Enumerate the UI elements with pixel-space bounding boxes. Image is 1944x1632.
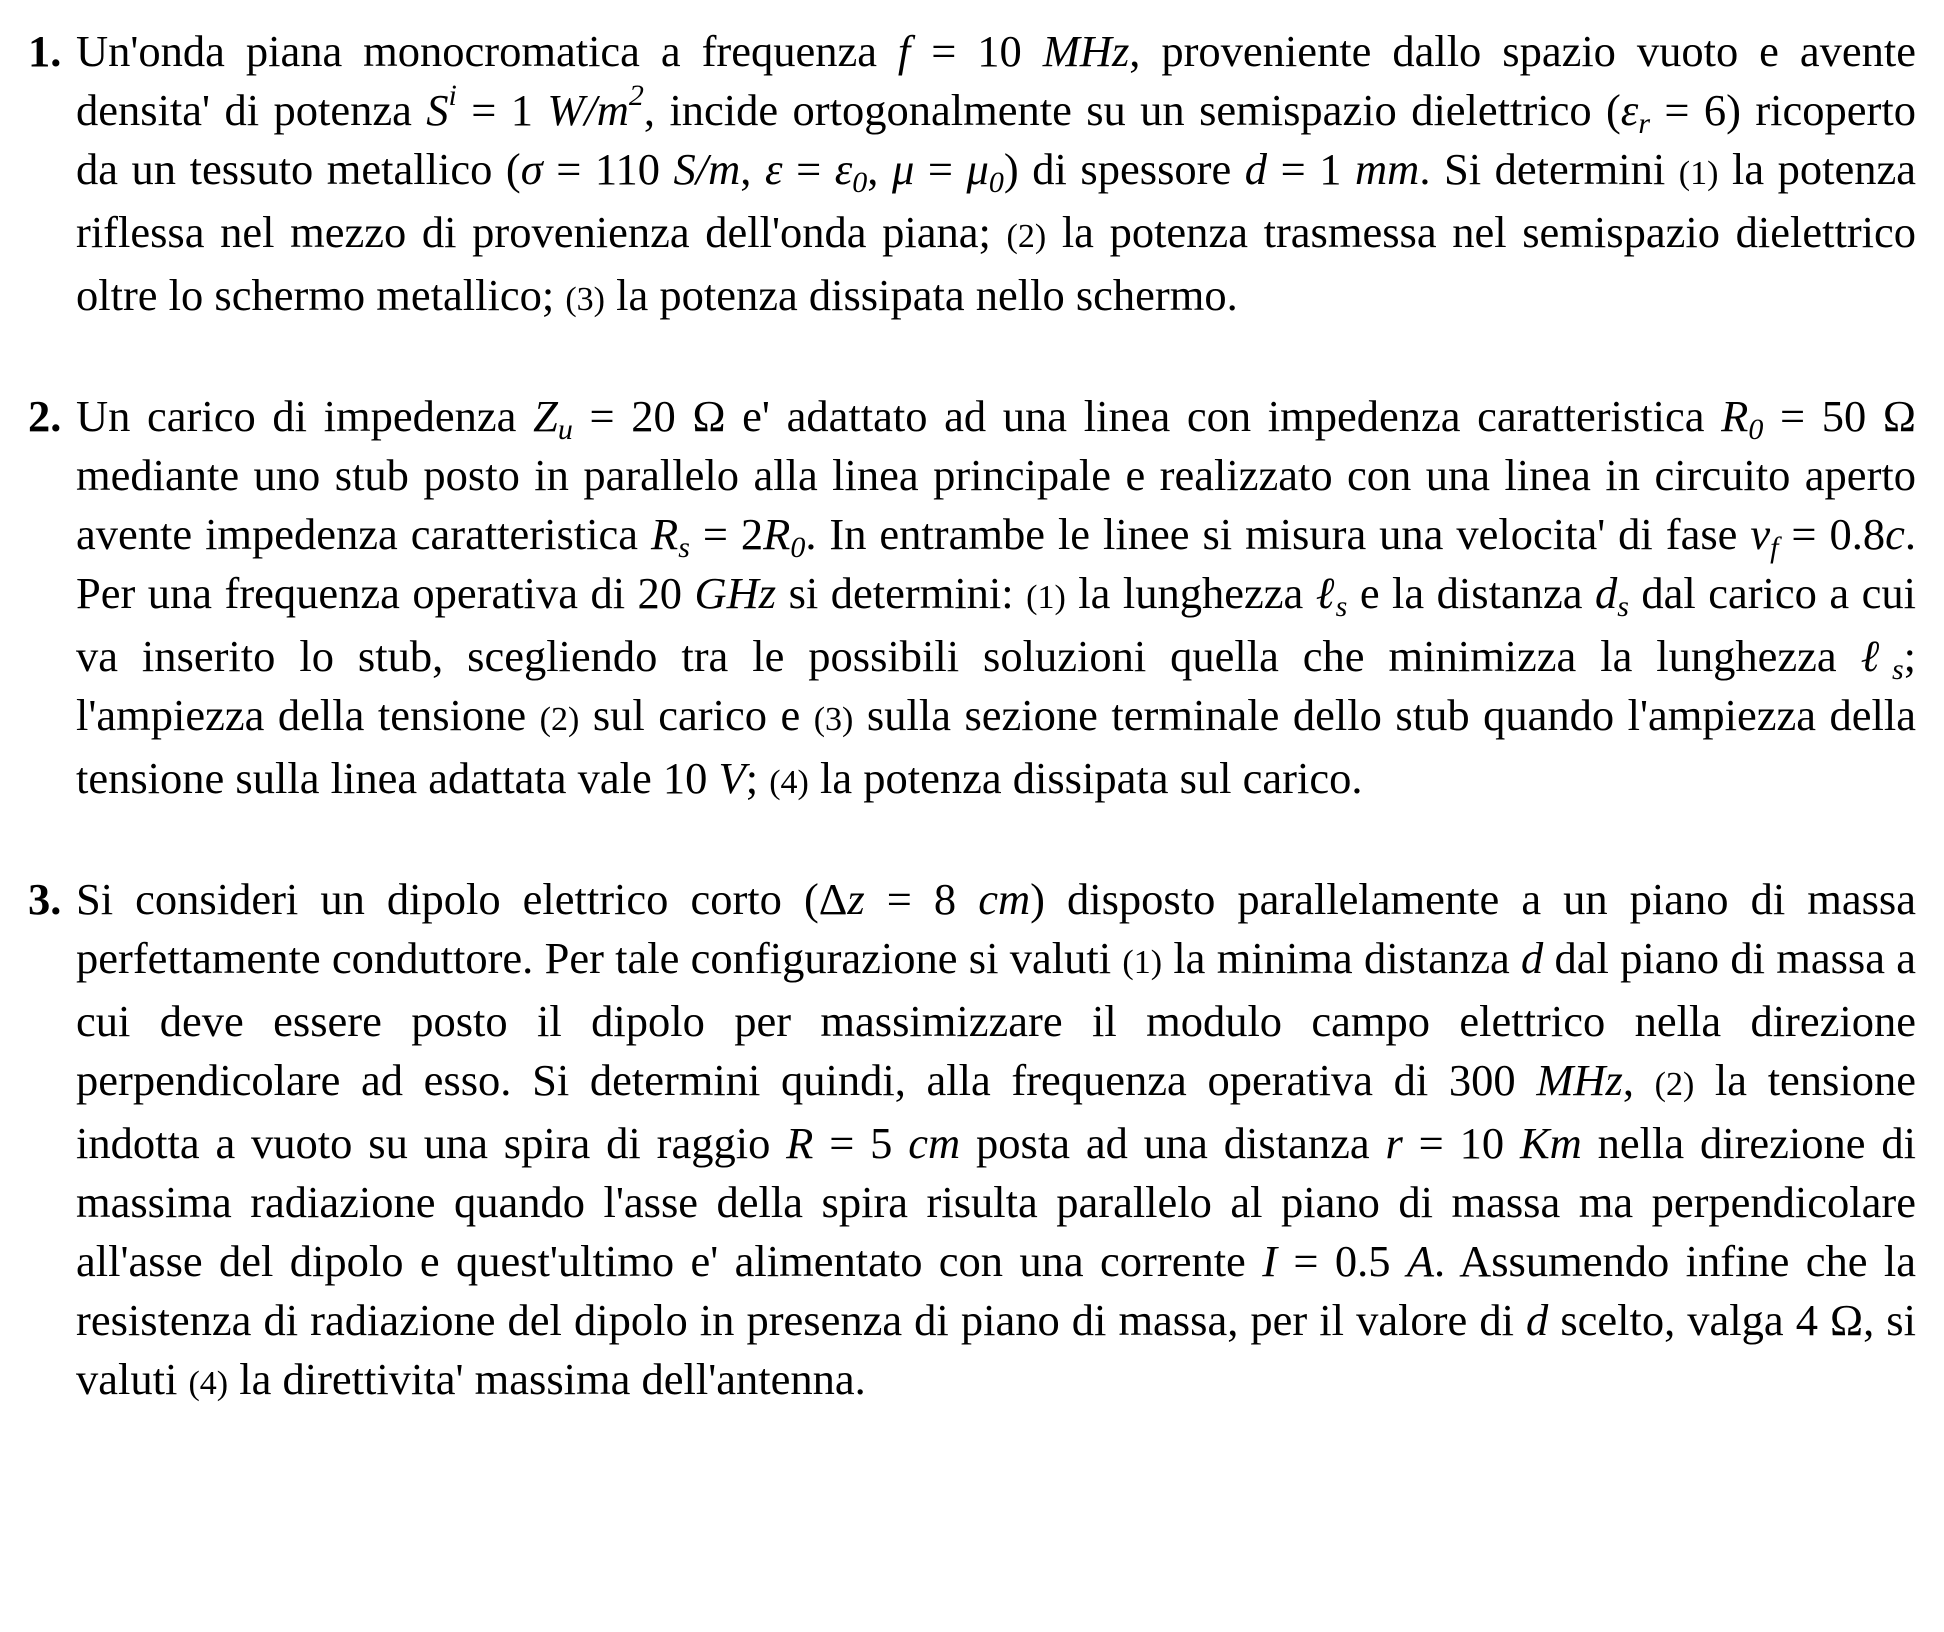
math-symbol: ℓ xyxy=(1860,631,1892,681)
math-symbol: ε xyxy=(1620,85,1639,135)
question-enumerator: (2) xyxy=(539,701,580,738)
math-symbol: S/m xyxy=(673,144,741,194)
problem-1 xyxy=(28,22,1916,329)
problem-text: Un'onda piana monocromatica a frequenza f = 10 MHz, proveniente dallo spazio vuoto e avente densita' di potenza $S^i = 1$ $W/m^2$, incide ortogonalmente su un semispazio dielettrico $(\varepsilon_r = 6)$ ricoperto da un tessuto metallico (σ = 110 S/m, $\varepsilon = \varepsilon_0$, $\mu = \mu_0$) di spessore d = 1 mm. Si determini (1) la potenza riflessa nel mezzo di provenienza dell'onda piana; (2) la potenza trasmessa nel semispazio dielettrico oltre lo schermo metallico; (3) la potenza dissipata nello schermo. xyxy=(76,26,1916,320)
math-symbol: v xyxy=(1750,509,1771,559)
question-enumerator: (2) xyxy=(1654,1066,1695,1103)
math-symbol: Km xyxy=(1519,1118,1582,1168)
question-enumerator: (2) xyxy=(1006,218,1047,255)
math-symbol: d xyxy=(1526,1295,1549,1345)
question-enumerator: (1) xyxy=(1678,155,1719,192)
math-subscript: r xyxy=(1638,107,1651,140)
problem-3 xyxy=(28,870,1916,1413)
math-symbol: μ xyxy=(966,144,989,194)
math-subscript: s xyxy=(1335,590,1348,623)
math-symbol: MHz xyxy=(1536,1055,1623,1105)
math-symbol: f xyxy=(897,26,911,76)
math-symbol: d xyxy=(1521,933,1544,983)
math-symbol: z xyxy=(847,874,865,924)
math-symbol: S xyxy=(426,85,449,135)
question-enumerator: (1) xyxy=(1026,579,1066,616)
problem-2 xyxy=(28,387,1916,812)
math-symbol: μ xyxy=(891,144,915,194)
math-symbol: ε xyxy=(834,144,853,194)
math-symbol: c xyxy=(1885,509,1905,559)
math-symbol: I xyxy=(1262,1236,1278,1286)
math-symbol: r xyxy=(1385,1118,1403,1168)
question-enumerator: (4) xyxy=(188,1365,229,1402)
math-subscript: 0 xyxy=(790,531,806,564)
problem-number: 2. xyxy=(28,391,62,441)
math-symbol: cm xyxy=(908,1118,961,1168)
math-symbol: σ xyxy=(520,144,543,194)
math-symbol: W/m xyxy=(547,85,629,135)
math-symbol: d xyxy=(1594,568,1618,618)
math-symbol: ε xyxy=(764,144,783,194)
math-superscript: i xyxy=(448,79,457,112)
math-symbol: R xyxy=(1721,391,1749,441)
math-subscript: 0 xyxy=(988,166,1004,199)
math-superscript: 2 xyxy=(628,79,644,112)
math-symbol: cm xyxy=(978,874,1031,924)
question-enumerator: (4) xyxy=(769,764,809,801)
math-subscript: u xyxy=(557,413,573,446)
math-subscript: s xyxy=(1891,653,1904,686)
math-subscript: f xyxy=(1770,531,1779,564)
math-symbol: Z xyxy=(533,391,558,441)
exercise-sheet xyxy=(28,22,1916,1471)
math-symbol: d xyxy=(1244,144,1268,194)
problem-number: 1. xyxy=(28,26,62,76)
math-symbol: A xyxy=(1406,1236,1435,1286)
math-symbol: GHz xyxy=(694,568,777,618)
math-symbol: R xyxy=(786,1118,814,1168)
question-enumerator: (1) xyxy=(1122,944,1163,981)
math-symbol: ℓ xyxy=(1315,568,1336,618)
math-subscript: s xyxy=(1617,590,1629,623)
problem-text: Un carico di impedenza $Z_u = 20$ Ω e' adattato ad una linea con impedenza caratteristica $R_0 = 50$ Ω mediante uno stub posto in parallelo alla linea principale e realizzato con una linea in circuito aperto avente impedenza caratteristica $R_s = 2R_0$. In entrambe le linee si misura una velocita' di fase $v_f = 0.8c$. Per una frequenza operativa di 20 GHz si determini: (1) la lunghezza ℓ$_s$ e la distanza $d_s$ dal carico a cui va inserito lo stub, scegliendo tra le possibili soluzioni quella che minimizza la lunghezza ℓ$_s$; l'ampiezza della tensione (2) sul carico e (3) sulla sezione terminale dello stub quando l'ampiezza della tensione sulla linea adattata vale 10 V; (4) la potenza dissipata sul carico. xyxy=(76,391,1916,803)
math-subscript: 0 xyxy=(1748,413,1764,446)
math-symbol: V xyxy=(718,753,746,803)
math-subscript: s xyxy=(678,531,690,564)
problem-number: 3. xyxy=(28,874,62,924)
question-enumerator: (3) xyxy=(565,281,606,318)
math-subscript: 0 xyxy=(852,166,868,199)
math-symbol: R xyxy=(651,509,679,559)
math-symbol: R xyxy=(763,509,791,559)
problem-text: Si consideri un dipolo elettrico corto (Δz = 8 cm) disposto parallelamente a un piano di massa perfettamente conduttore. Per tale configurazione si valuti (1) la minima distanza d dal piano di massa a cui deve essere posto il dipolo per massimizzare il modulo campo elettrico nella direzione perpendicolare ad esso. Si determini quindi, alla frequenza operativa di 300 MHz, (2) la tensione indotta a vuoto su una spira di raggio R = 5 cm posta ad una distanza r = 10 Km nella direzione di massima radiazione quando l'asse della spira risulta parallelo al piano di massa ma perpendicolare all'asse del dipolo e quest'ultimo e' alimentato con una corrente I = 0.5 A. Assumendo infine che la resistenza di radiazione del dipolo in presenza di piano di massa, per il valore di d scelto, valga 4 Ω, si valuti (4) la direttivita' massima dell'antenna. xyxy=(76,874,1916,1404)
math-symbol: MHz xyxy=(1042,26,1130,76)
math-symbol: mm xyxy=(1355,144,1420,194)
question-enumerator: (3) xyxy=(813,701,854,738)
